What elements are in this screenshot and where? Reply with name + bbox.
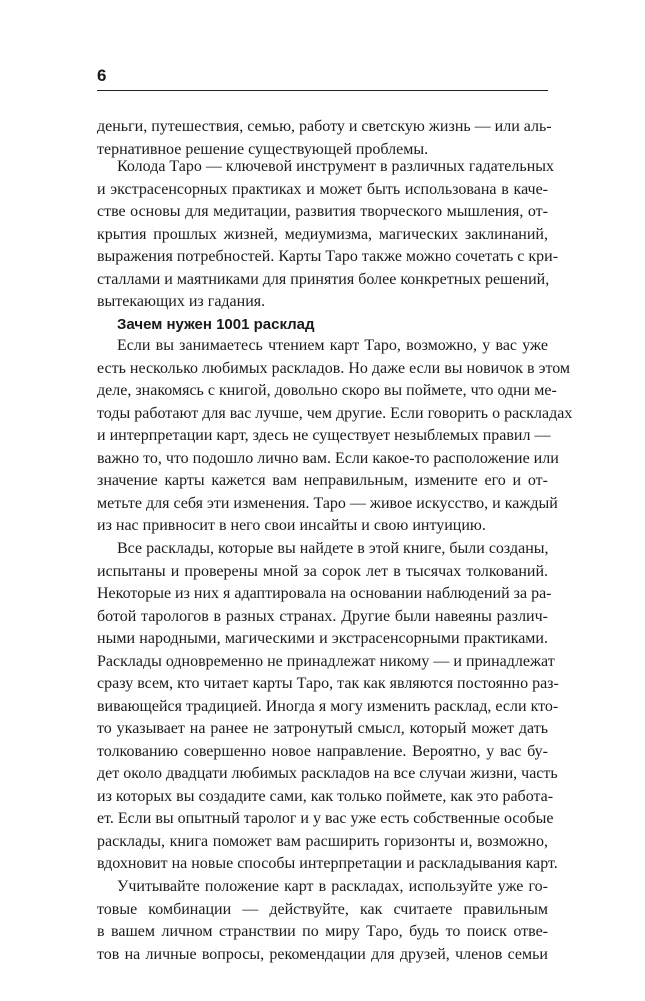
text-line: крытия прошлых жизней, медиумизма, магических заклинаний,	[97, 225, 548, 243]
text-line: и экстрасенсорных практиках и может быть использована в каче-	[97, 180, 548, 198]
text-line: то указывает на ранее не затронутый смысл, который может дать	[97, 720, 548, 737]
text-line: и интерпретации карт, здесь не существует незыблемых правил —	[97, 427, 551, 444]
text-line: деньги, путешествия, семью, работу и светскую жизнь — или аль-	[97, 118, 552, 135]
tarot-paragraph	[97, 156, 559, 314]
text-line: испытаны и проверены мной за сорок лет в тысячах толкований.	[97, 562, 548, 580]
text-line: метьте для себя эти изменения. Таро — живое искусство, и каждый	[97, 494, 558, 512]
text-line: тоды работают для вас лучше, чем другие. Если говорить о раскладах	[97, 404, 573, 422]
text-line: в вашем личном странствии по миру Таро, будь то поиск отве-	[97, 923, 548, 940]
text-line: ботой тарологов в разных странах. Другие были навеяны различ-	[97, 607, 548, 625]
text-line: сразу всем, кто читает карты Таро, так как являются постоянно раз-	[97, 675, 559, 692]
text-line: Если вы занимаетесь чтением карт Таро, возможно, у вас уже	[117, 337, 548, 354]
page-number: 6	[97, 66, 107, 85]
text-line: Расклады одновременно не принадлежат никому — и принадлежат	[97, 652, 555, 670]
intro-paragraph	[97, 116, 552, 161]
section-paragraph-1	[97, 335, 573, 538]
text-line: ет. Если вы опытный таролог и у вас уже есть собственные особые	[97, 810, 554, 827]
text-line: толкованию совершенно новое направление. Вероятно, у вас бу-	[97, 742, 548, 760]
section-paragraph-2	[97, 538, 559, 876]
text-line: тов на личные вопросы, рекомендации для друзей, членов семьи	[97, 945, 548, 963]
text-line: Все расклады, которые вы найдете в этой книге, были созданы,	[117, 540, 549, 557]
text-line: ными народными, магическими и экстрасенсорными практиками.	[97, 630, 548, 647]
text-line: сталлами и маятниками для принятия более конкретных решений,	[97, 270, 550, 288]
text-line: есть несколько любимых раскладов. Но даже если вы новичок в этом	[97, 359, 571, 377]
text-line: дет около двадцати любимых раскладов на все случаи жизни, часть	[97, 765, 558, 782]
text-line: Колода Таро — ключевой инструмент в различных гадательных	[117, 158, 554, 175]
text-line: Учитывайте положение карт в раскладах, используйте уже го-	[117, 878, 548, 895]
text-line: расклады, книга поможет вам расширить горизонты и, возможно,	[97, 832, 548, 850]
text-line: стве основы для медитации, развития творческого мышления, от-	[97, 203, 548, 220]
text-line: деле, знакомясь с книгой, довольно скоро вы поймете, что одни ме-	[97, 382, 557, 399]
text-line: Некоторые из них я адаптировала на основании наблюдений за ра-	[97, 585, 552, 602]
text-line: вдохновит на новые способы интерпретации и раскладывания карт.	[97, 855, 558, 872]
text-line: важно то, что подошло лично вам. Если какое-то расположение или	[97, 449, 559, 467]
text-line: тернативное решение существующей проблемы.	[97, 140, 429, 158]
section-paragraph-3	[97, 876, 548, 966]
text-line: вивающейся традицией. Иногда я могу изменить расклад, если кто-	[97, 697, 559, 715]
text-line: из нас привносит в него свои инсайты и свою интуицию.	[97, 517, 486, 534]
section-heading: Зачем нужен 1001 расклад	[117, 316, 315, 333]
header-rule	[97, 90, 548, 91]
text-line: из которых вы создадите сами, как только поймете, как это работа-	[97, 787, 554, 805]
text-line: значение карты кажется вам неправильным, измените его и от-	[97, 472, 548, 489]
text-line: выражения потребностей. Карты Таро также можно сочетать с кри-	[97, 248, 559, 265]
text-line: вытекающих из гадания.	[97, 293, 266, 310]
text-line: товые комбинации — действуйте, как считаете правильным	[97, 900, 548, 918]
